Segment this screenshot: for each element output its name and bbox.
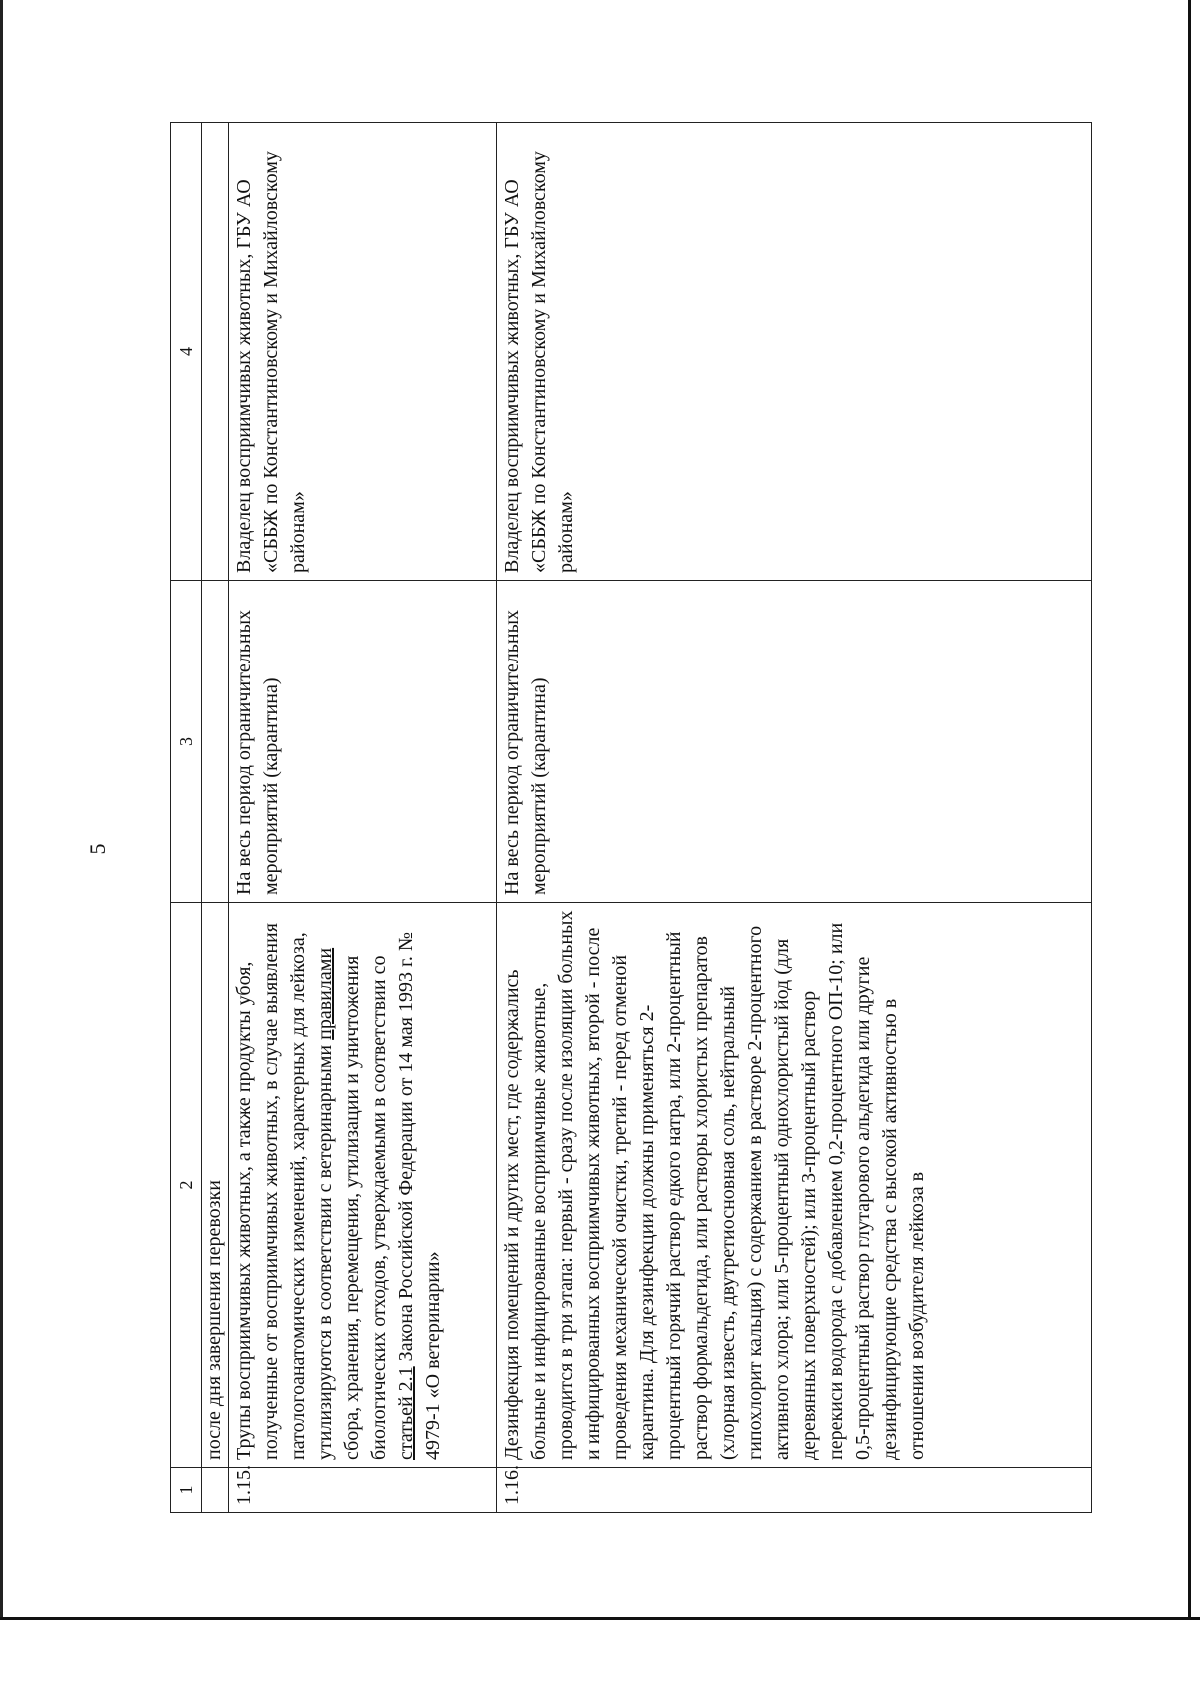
header-col-4: 4 (171, 123, 202, 581)
row-number: 1.15. (229, 1468, 497, 1513)
measure-text-part: Закона Российской Федерации от 14 мая 1993 г. № 4979-1 «О ветеринарии» (395, 932, 444, 1460)
continuation-row (202, 123, 229, 1513)
header-col-1: 1 (171, 1468, 202, 1513)
table-header-row (171, 123, 202, 1513)
responsible-cell: Владелец восприимчивых животных, ГБУ АО «СББЖ по Константиновскому и Михайловскому районам» (229, 123, 497, 581)
page-edge-right (1188, 0, 1191, 1620)
measure-text-part: Трупы восприимчивых животных, а также продукты убоя, полученные от восприимчивых животных, в случае выявления патологоанатомических изменений, характерных для лейкоза, утилизируются в соответствии с ветеринарными (233, 923, 336, 1460)
term-cell: На весь период ограничительных мероприятий (карантина) (497, 581, 1092, 903)
page-edge-left (0, 0, 3, 1701)
rules-link[interactable]: правилами (314, 947, 336, 1040)
measures-table (170, 122, 1092, 1513)
measure-cell (229, 903, 497, 1468)
measure-text-part: сбора, хранения, перемещения, утилизации и уничтожения биологических отходов, утверждаемыми в соответствии со (341, 955, 390, 1460)
article-link[interactable]: статьей 2.1 (395, 1366, 417, 1460)
table-row (497, 123, 1092, 1513)
responsible-cell: Владелец восприимчивых животных, ГБУ АО «СББЖ по Константиновскому и Михайловскому районам» (497, 123, 1092, 581)
rotated-table-container (170, 123, 1092, 1513)
term-cell: На весь период ограничительных мероприятий (карантина) (229, 581, 497, 903)
continuation-text: после дня завершения перевозки (202, 903, 229, 1468)
header-col-3: 3 (171, 581, 202, 903)
page-bottom-margin (0, 1620, 1200, 1701)
row-number: 1.16. (497, 1468, 1092, 1513)
header-col-2: 2 (171, 903, 202, 1468)
table-row (229, 123, 497, 1513)
page-edge-bottom (0, 1617, 1200, 1620)
page-number: 5 (85, 843, 110, 855)
measure-cell: Дезинфекция помещений и других мест, где содержались больные и инфицированные восприимчивые животные, проводится в три этапа: первый - сразу после изоляции больных и инфицированных восприимчивых животных, второй - после проведения механической очистки, третий - перед отменой карантина. Для дезинфекции должны применяться 2-процентный горячий раствор едкого натра, или 2-процентный раствор формальдегида, или растворы хлористых препаратов (хлорная известь, двутретиосновная соль, нейтральный гипохлорит кальция) с содержанием в растворе 2-процентного активного хлора; или 5-процентный однохлористый йод (для деревянных поверхностей); или 3-процентный раствор перекиси водорода с добавлением 0,2-процентного ОП-10; или 0,5-процентный раствор глутарового альдегида или другие дезинфицирующие средства с высокой активностью в отношении возбудителя лейкоза в (497, 903, 1092, 1468)
